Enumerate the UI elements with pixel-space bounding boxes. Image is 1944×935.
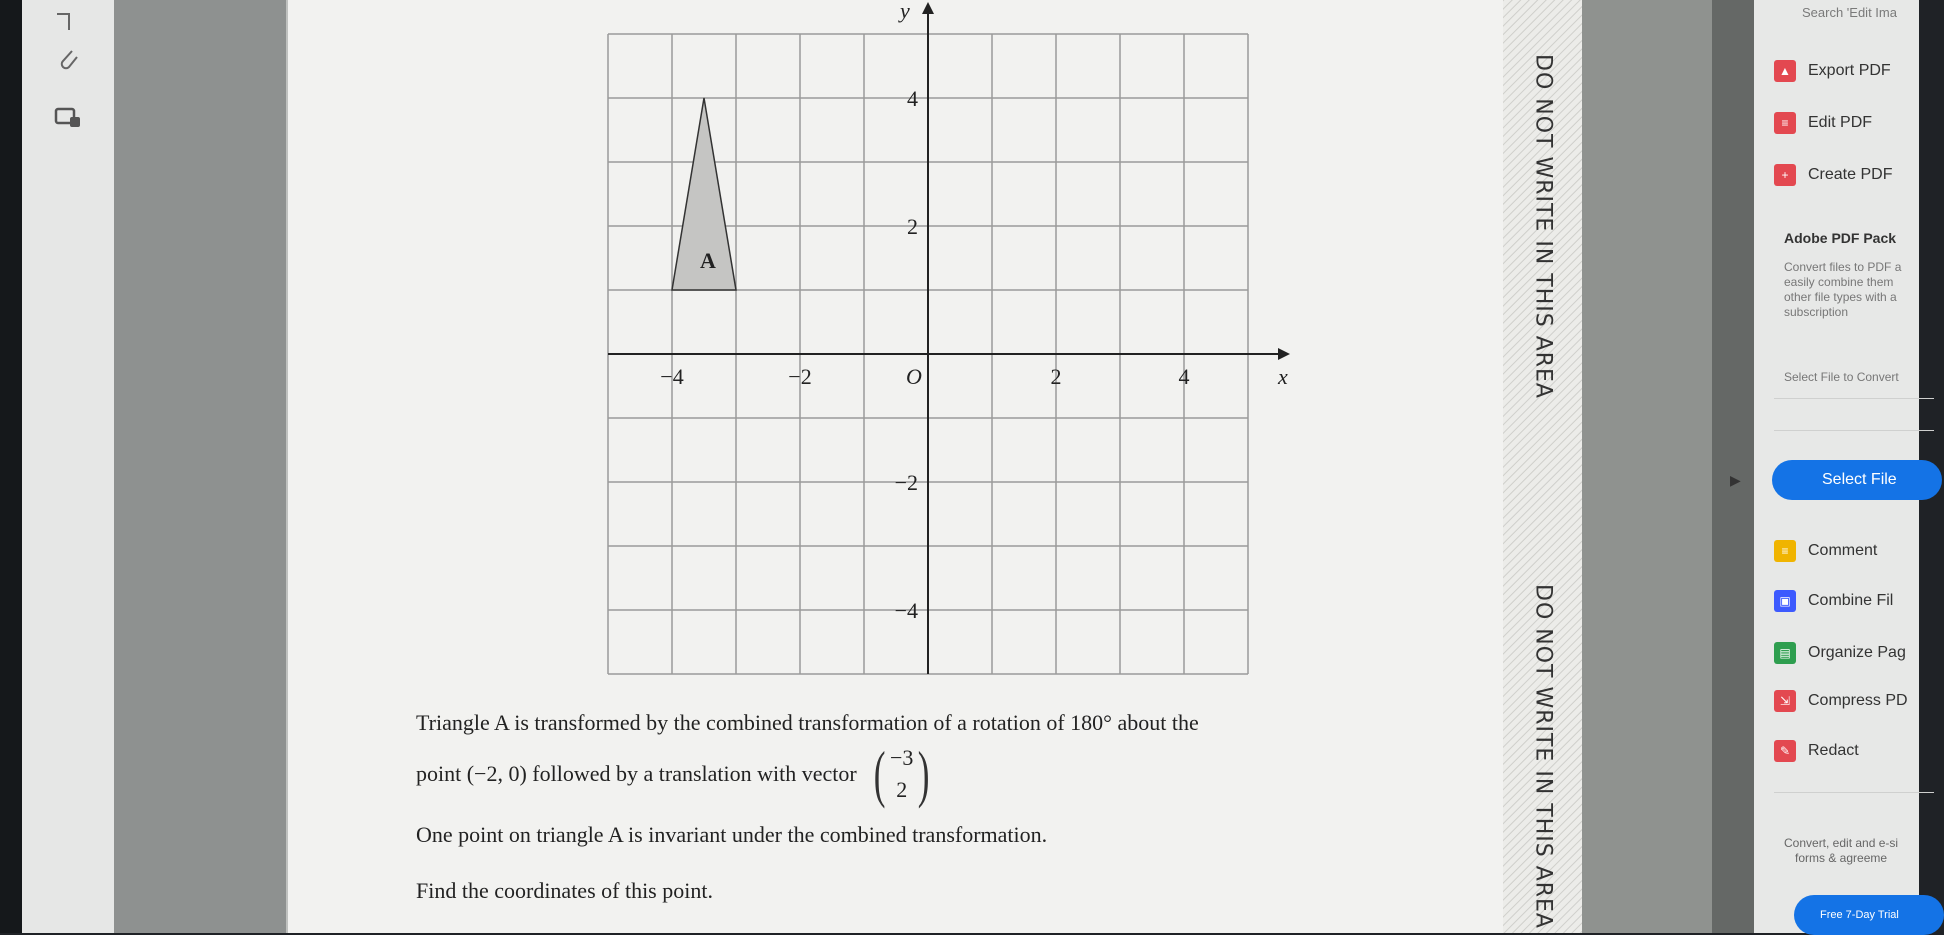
question-line-3: One point on triangle A is invariant under the combined transformation. [416, 822, 1048, 847]
tool-search[interactable]: Search 'Edit Ima [1802, 5, 1897, 20]
panel-splitter[interactable] [1712, 0, 1754, 933]
tool-label: Create PDF [1808, 166, 1893, 183]
create-pdf-icon: + [1774, 164, 1796, 186]
x-tick-label: 4 [1178, 364, 1190, 389]
divider [1774, 398, 1934, 399]
question-line-2-text: point (−2, 0) followed by a translation with vector [416, 761, 857, 786]
free-trial-button[interactable]: Free 7-Day Trial [1794, 895, 1944, 935]
x-tick-label: 2 [1050, 364, 1062, 389]
y-tick-label: −4 [894, 598, 918, 623]
pack-description [1784, 260, 1901, 320]
y-axis-label: y [900, 0, 910, 23]
tool-label: Redact [1808, 742, 1859, 759]
edit-pdf-icon: ≡ [1774, 112, 1796, 134]
pack-title: Adobe PDF Pack [1784, 230, 1897, 246]
tool-combine-files[interactable] [1774, 590, 1893, 612]
tool-organize-pages[interactable] [1774, 642, 1906, 664]
tool-comment[interactable] [1774, 540, 1877, 562]
tool-redact[interactable] [1774, 740, 1859, 762]
tool-create-pdf[interactable] [1774, 164, 1892, 186]
combine-files-icon: ▣ [1774, 590, 1796, 612]
translation-vector [869, 738, 935, 809]
triangle-label: A [700, 248, 716, 273]
comment-icon: ≡ [1774, 540, 1796, 562]
margin-warning-top: DO NOT WRITE IN THIS AREA [1530, 54, 1556, 399]
pack-desc-line: easily combine them [1784, 275, 1894, 289]
x-tick-label: −4 [660, 364, 684, 389]
tool-label: Comment [1808, 542, 1878, 559]
export-pdf-icon: ▲ [1774, 60, 1796, 82]
vector-top: −3 [890, 745, 914, 770]
left-toolbar [22, 0, 114, 933]
x-axis-label: x [1278, 364, 1288, 389]
monitor-bezel [0, 0, 22, 933]
question-line-4: Find the coordinates of this point. [416, 878, 713, 903]
vector-bottom: 2 [896, 777, 908, 802]
tool-label: Organize Pag [1808, 644, 1906, 661]
question-line-1: Triangle A is transformed by the combined transformation of a rotation of 180° about the [416, 710, 1199, 735]
print-lock-icon[interactable] [46, 96, 90, 140]
tool-label: Edit PDF [1808, 114, 1873, 131]
select-file-button[interactable]: Select File [1772, 460, 1942, 500]
tool-label: Export PDF [1808, 62, 1891, 79]
tool-compress-pdf[interactable] [1774, 690, 1908, 712]
tool-label: Compress PD [1808, 692, 1908, 709]
pack-desc-line: subscription [1784, 305, 1849, 319]
tool-edit-pdf[interactable] [1774, 112, 1872, 134]
attach-icon[interactable] [46, 38, 90, 82]
select-file-label: Select File to Convert [1784, 370, 1899, 384]
y-tick-label: −2 [894, 470, 918, 495]
pack-desc-line: Convert files to PDF a [1784, 260, 1902, 274]
x-tick-label: −2 [788, 364, 812, 389]
tool-label: Combine Fil [1808, 592, 1894, 609]
y-tick-label: 2 [907, 214, 918, 239]
question-line-2 [416, 738, 935, 809]
margin-warning-bottom: DO NOT WRITE IN THIS AREA [1530, 584, 1556, 929]
tool-export-pdf[interactable] [1774, 60, 1891, 82]
y-axis-arrow [922, 2, 934, 14]
compress-pdf-icon: ⇲ [1774, 690, 1796, 712]
origin-label: O [906, 364, 922, 389]
divider [1774, 430, 1934, 431]
footer-line: Convert, edit and e-si [1784, 836, 1899, 850]
tools-panel [1754, 0, 1919, 933]
footer-line: forms & agreeme [1795, 851, 1888, 865]
collapse-panel-icon[interactable]: ▶ [1730, 472, 1741, 488]
redact-icon: ✎ [1774, 740, 1796, 762]
panel-footer [1784, 836, 1898, 866]
pack-desc-line: other file types with a [1784, 290, 1897, 304]
vector-paren-close: ) [918, 738, 930, 809]
y-tick-label: 4 [907, 86, 918, 111]
organize-pages-icon: ▤ [1774, 642, 1796, 664]
document-gutter-left [114, 0, 286, 933]
divider [1774, 792, 1934, 793]
vector-paren-open: ( [873, 738, 886, 809]
